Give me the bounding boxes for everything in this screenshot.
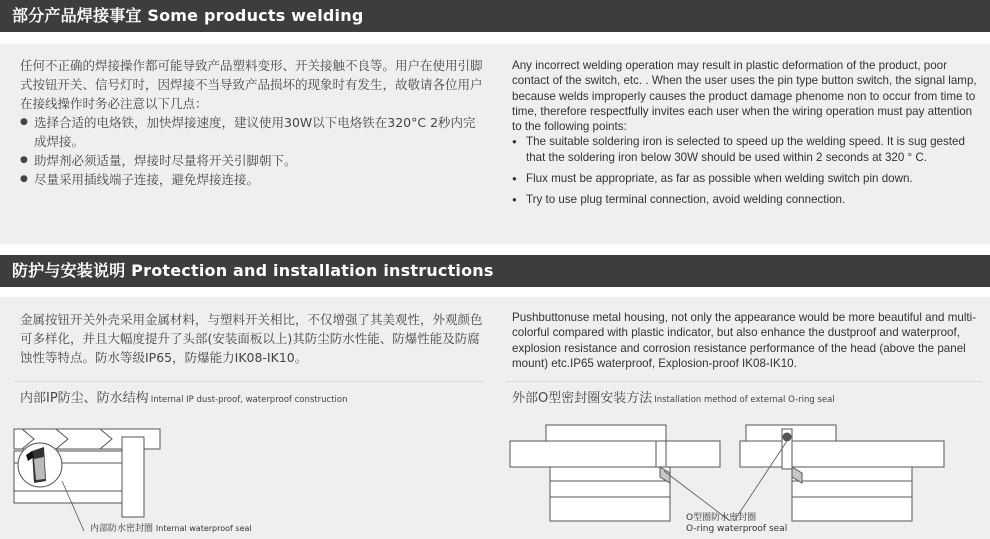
protection-panel — [0, 297, 990, 539]
left-callout-en: Internal waterproof seal — [155, 524, 252, 533]
welding-en-point-3: ● Try to use plug terminal connection, avoid welding connection. — [512, 192, 978, 207]
left-callout-cn: 内部防水密封圈 — [90, 524, 154, 534]
internal-seal-diagram — [0, 407, 490, 539]
welding-en-point-1: ● The suitable soldering iron is selected to speed up the welding speed. It is sug gested that the soldering iron below 30W should be used within 2 seconds at 320 ° C. — [512, 134, 978, 165]
right-caption-cn: 外部O型密封圈安装方法 — [512, 391, 653, 406]
welding-cn-intro: 任何不正确的焊接操作都可能导致产品塑料变形、开关接触不良等。用户在使用引脚式按钮开关、信号灯时，因焊接不当导致产品损坏的现象时有发生，故敬请各位用户在接线操作时务必注意以下几点： — [20, 58, 483, 111]
welding-cn-point-2: ● 助焊剂必须适量，焊接时尽量将开关引脚朝下。 — [20, 151, 486, 170]
right-divider — [506, 381, 982, 382]
section-title-protection: 防护与安装说明 Protection and installation instructions — [0, 255, 990, 287]
welding-en-point-2: ● Flux must be appropriate, as far as possible when welding switch pin down. — [512, 171, 978, 186]
welding-panel — [0, 44, 990, 244]
welding-en-intro: Any incorrect welding operation may result in plastic deformation of the product, poor contact of the switch, etc. . When the user uses the pin type button switch, the signal lamp, because welds improperly causes the product damage phenome non to occur from time to time, therefore respectfully invites each user when the wiring operation must pay attention to the following points: — [512, 59, 977, 134]
section-title-welding: 部分产品焊接事宜 Some products welding — [0, 0, 990, 32]
left-caption-en: Internal IP dust-proof, waterproof construction — [150, 395, 348, 405]
left-caption-cn: 内部IP防尘、防水结构 — [20, 391, 149, 406]
right-callout-en: O-ring waterproof seal — [686, 524, 788, 534]
protection-en-text: Pushbuttonuse metal housing, not only the appearance would be more beautiful and multi-colorful compared with plastic indicator, but also enhance the dustproof and waterproof, explosion resistance and corrosion resistance performance of the head (above the panel mount) etc.IP65 waterproof, Explosion-proof IK08-IK10. — [512, 311, 977, 370]
welding-cn-point-1: ● 选择合适的电烙铁，加快焊接速度，建议使用30W以下电烙铁在320°C 2秒内完成焊接。 — [20, 113, 486, 151]
protection-cn-text: 金属按钮开关外壳采用金属材料，与塑料开关相比，不仅增强了其美观性，外观颜色可多样化，并且大幅度提升了头部(安装面板以上)其防尘防水性能、防爆性能及防腐蚀性等特点。防水等级IP65，防爆能力IK08-IK10。 — [20, 312, 483, 365]
welding-en-text — [512, 58, 978, 208]
welding-cn-point-3: ● 尽量采用插线端子连接，避免焊接连接。 — [20, 170, 486, 189]
left-divider — [14, 381, 484, 382]
seal-magnifier-icon — [18, 443, 62, 487]
right-callout-cn: O型圈防水密封圈 — [686, 513, 757, 523]
right-figure-caption — [512, 387, 835, 406]
left-callout — [90, 523, 252, 535]
right-caption-en: Installation method of external O-ring seal — [654, 395, 835, 405]
welding-cn-text — [20, 56, 486, 189]
right-callout — [686, 513, 787, 535]
left-figure-caption — [20, 387, 347, 406]
